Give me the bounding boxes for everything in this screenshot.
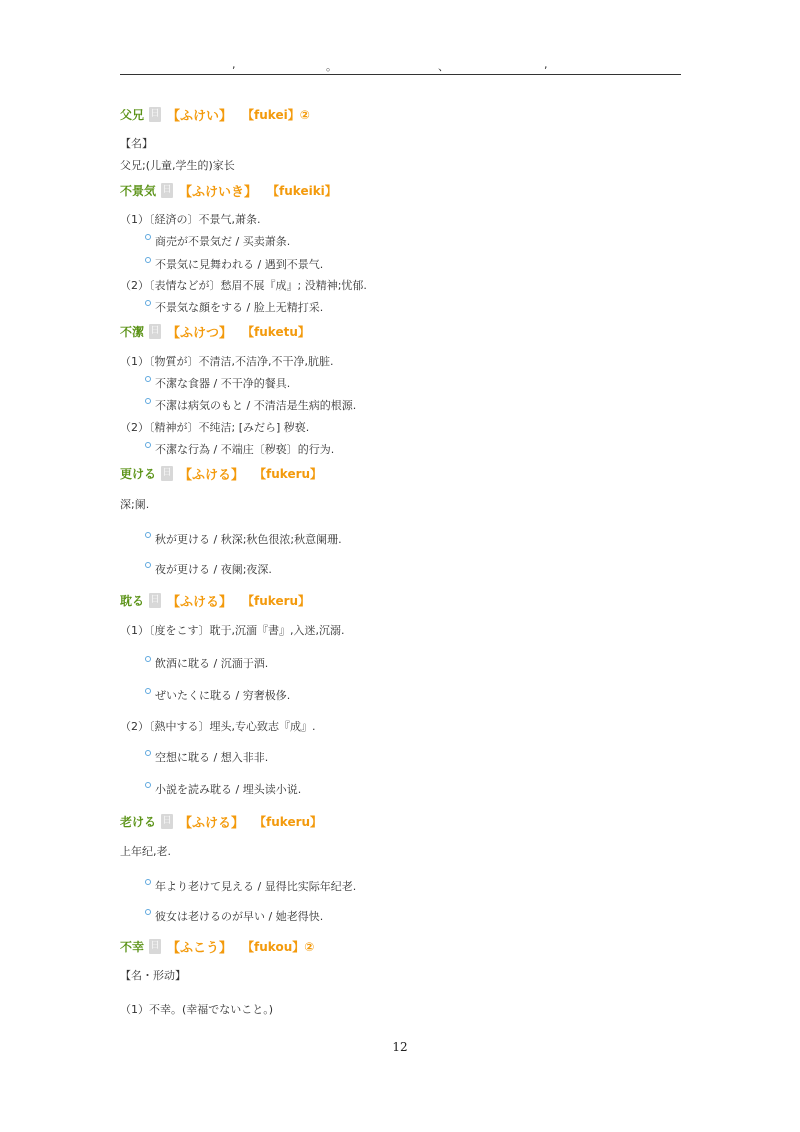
japanese-lang-icon: 日 <box>149 107 161 122</box>
definition-line: 深;阑. <box>120 498 150 511</box>
bullet-circle-icon <box>145 257 151 263</box>
example-sentence <box>145 878 356 894</box>
kana-reading: 【ふこう】 <box>167 940 233 956</box>
japanese-lang-icon: 日 <box>149 324 161 339</box>
kana-reading: 【ふけい】 <box>167 108 233 124</box>
headword: 耽る <box>120 593 145 608</box>
bullet-circle-icon <box>145 879 151 885</box>
japanese-lang-icon: 日 <box>161 466 173 481</box>
bullet-circle-icon <box>145 376 151 382</box>
entry-headword-row <box>120 811 322 831</box>
example-sentence <box>145 655 268 671</box>
example-sentence <box>145 749 268 765</box>
romaji-reading: 【fuketu】 <box>242 324 310 339</box>
header-mark: , <box>232 58 236 71</box>
header-mark: 。 <box>326 60 337 73</box>
header-mark: , <box>544 58 548 71</box>
bullet-circle-icon <box>145 398 151 404</box>
example-text: 不潔は病気のもと / 不清洁是生病的根源. <box>155 399 357 412</box>
example-sentence <box>145 299 323 315</box>
definition-line: （1）〔物質が〕不清洁,不洁净,不干净,肮脏. <box>120 355 334 368</box>
bullet-circle-icon <box>145 300 151 306</box>
bullet-circle-icon <box>145 532 151 538</box>
example-sentence <box>145 687 290 703</box>
romaji-reading: 【fukei】② <box>242 107 310 122</box>
example-sentence <box>145 531 342 547</box>
bullet-circle-icon <box>145 656 151 662</box>
example-text: 夜が更ける / 夜阑;夜深. <box>155 563 272 576</box>
example-text: 小説を読み耽る / 埋头读小说. <box>155 783 302 796</box>
headword: 老ける <box>120 814 157 829</box>
headword: 不幸 <box>120 939 145 954</box>
example-text: 不潔な行為 / 不端庄〔秽亵〕的行为. <box>155 443 335 456</box>
definition-line: （2）〔熱中する〕埋头,专心致志『成』. <box>120 720 316 733</box>
example-text: 彼女は老けるのが早い / 她老得快. <box>155 910 324 923</box>
header-mark: 、 <box>438 60 449 73</box>
definition-line: 上年纪,老. <box>120 845 171 858</box>
headword: 更ける <box>120 466 157 481</box>
entry-headword-row <box>120 104 310 124</box>
example-text: ぜいたくに耽る / 穷奢极侈. <box>155 689 291 702</box>
headword: 不潔 <box>120 324 145 339</box>
example-sentence <box>145 441 334 457</box>
example-sentence <box>145 397 356 413</box>
kana-reading: 【ふける】 <box>167 594 233 610</box>
kana-reading: 【ふける】 <box>179 815 245 831</box>
example-sentence <box>145 375 290 391</box>
kana-reading: 【ふけいき】 <box>179 184 258 200</box>
bullet-circle-icon <box>145 234 151 240</box>
definition-line: （1）不幸。(幸福でないこと。) <box>120 1003 274 1016</box>
entry-headword-row <box>120 463 322 483</box>
romaji-reading: 【fukeru】 <box>242 593 311 608</box>
headword: 父兄 <box>120 107 145 122</box>
example-sentence <box>145 256 323 272</box>
kana-reading: 【ふけつ】 <box>167 325 233 341</box>
example-sentence <box>145 561 272 577</box>
definition-line: （1）〔経済の〕不景气,萧条. <box>120 213 261 226</box>
page-number: 12 <box>392 1040 408 1054</box>
definition-line: （1）〔度をこす〕耽于,沉湎『書』,入迷,沉溺. <box>120 624 345 637</box>
bullet-circle-icon <box>145 750 151 756</box>
example-text: 商売が不景気だ / 买卖萧条. <box>155 235 291 248</box>
example-text: 不景気に見舞われる / 遇到不景气. <box>155 258 324 271</box>
headword: 不景気 <box>120 183 157 198</box>
japanese-lang-icon: 日 <box>161 183 173 198</box>
entry-headword-row <box>120 936 314 956</box>
entry-headword-row <box>120 180 337 200</box>
definition-line: 【名】 <box>120 137 153 150</box>
romaji-reading: 【fukeru】 <box>254 814 323 829</box>
definition-line: 父兄;(儿童,学生的)家长 <box>120 159 235 172</box>
definition-line: （2）〔表情などが〕愁眉不展『成』; 没精神;忧郁. <box>120 279 367 292</box>
example-text: 年より老けて見える / 显得比实际年纪老. <box>155 880 357 893</box>
romaji-reading: 【fukou】② <box>242 939 315 954</box>
romaji-reading: 【fukeru】 <box>254 466 323 481</box>
definition-line: （2）〔精神が〕不纯洁; [みだら] 秽亵. <box>120 421 310 434</box>
example-sentence <box>145 908 323 924</box>
example-sentence <box>145 781 301 797</box>
entry-headword-row <box>120 321 310 341</box>
japanese-lang-icon: 日 <box>149 939 161 954</box>
bullet-circle-icon <box>145 909 151 915</box>
example-sentence <box>145 233 290 249</box>
example-text: 飲酒に耽る / 沉湎于酒. <box>155 657 269 670</box>
example-text: 不景気な顔をする / 脸上无精打采. <box>155 301 324 314</box>
japanese-lang-icon: 日 <box>149 593 161 608</box>
bullet-circle-icon <box>145 442 151 448</box>
example-text: 空想に耽る / 想入非非. <box>155 751 269 764</box>
example-text: 秋が更ける / 秋深;秋色很浓;秋意阑珊. <box>155 533 342 546</box>
definition-line: 【名・形动】 <box>120 969 186 982</box>
bullet-circle-icon <box>145 782 151 788</box>
romaji-reading: 【fukeiki】 <box>267 183 337 198</box>
bullet-circle-icon <box>145 688 151 694</box>
japanese-lang-icon: 日 <box>161 814 173 829</box>
kana-reading: 【ふける】 <box>179 467 245 483</box>
bullet-circle-icon <box>145 562 151 568</box>
example-text: 不潔な食器 / 不干净的餐具. <box>155 377 291 390</box>
entry-headword-row <box>120 590 310 610</box>
